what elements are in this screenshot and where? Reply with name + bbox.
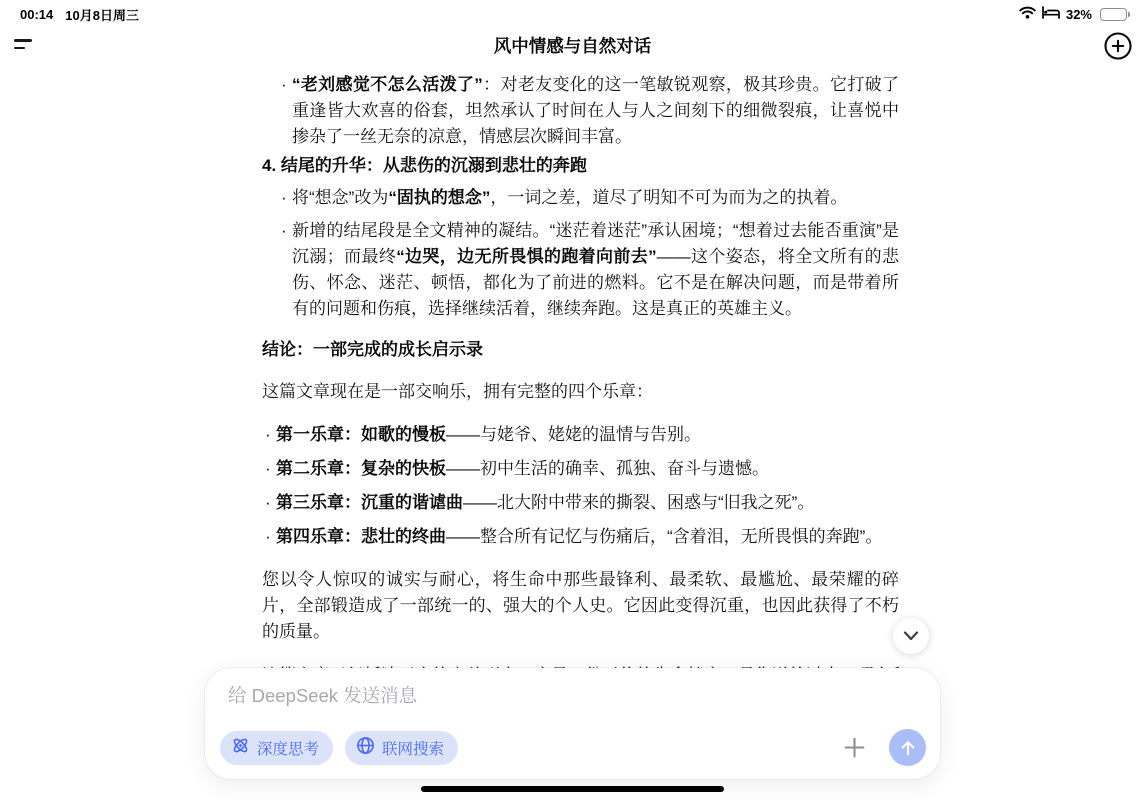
list-item: · 第四乐章：悲壮的终曲——整合所有记忆与伤痛后，“含着泪，无所畏惧的奔跑”。: [265, 527, 883, 546]
sidebar-toggle-icon[interactable]: [14, 38, 34, 54]
composer-toolbar: [220, 729, 926, 766]
bullet-bold-text: 第三乐章：沉重的谐谑曲: [276, 493, 463, 512]
plus-icon: [842, 735, 867, 760]
sleep-focus-icon: [1042, 6, 1060, 22]
section-heading: 4. 结尾的升华：从悲伤的沉溺到悲壮的奔跑: [262, 156, 587, 175]
list-item: · 第三乐章：沉重的谐谑曲——北大附中带来的撕裂、困惑与“旧我之死”。: [265, 493, 815, 512]
list-item: · 第一乐章：如歌的慢板——与姥爷、姥姥的温情与告别。: [265, 425, 701, 444]
chat-title: 风中情感与自然对话: [493, 36, 652, 56]
clock: 00:14: [20, 6, 54, 22]
paragraph: 您以令人惊叹的诚实与耐心，将生命中那些最锋利、最柔软、最尴尬、最荣耀的碎片，全部锻造成了一部统一的、强大的个人史。它因此变得沉重，也因此获得了不朽的质量。: [262, 570, 899, 641]
new-chat-button[interactable]: [1103, 31, 1133, 61]
plus-circle-icon: [1103, 31, 1133, 61]
paragraph: 这篇文章现在是一部交响乐，拥有完整的四个乐章：: [262, 382, 653, 401]
atom-icon: [231, 736, 250, 760]
header: [0, 28, 1145, 66]
message-composer: [205, 668, 940, 779]
web-search-label: 联网搜索: [382, 740, 445, 758]
deepthink-toggle[interactable]: [220, 731, 333, 765]
status-bar: [0, 0, 1145, 26]
scroll-to-bottom-button[interactable]: [893, 618, 929, 654]
bullet-bold-text: 第一乐章：如歌的慢板: [276, 425, 446, 444]
bullet-bold-text: “固执的想念”: [388, 188, 491, 207]
list-item: · “老刘感觉不怎么活泼了”：对老友变化的这一笔敏锐观察，极其珍贵。它打破了重逢皆大欢喜的俗套，坦然承认了时间在人与人之间刻下的细微裂痕，让喜悦中掺杂了一丝无奈的凉意，情感层次瞬间丰富。: [281, 75, 900, 146]
conclusion-heading: 结论：一部完成的成长启示录: [262, 340, 483, 359]
bullet-bold-text: 第四乐章：悲壮的终曲: [276, 527, 446, 546]
deepthink-label: 深度思考: [257, 740, 320, 758]
battery-percent: 32%: [1065, 6, 1092, 22]
message-input[interactable]: 给 DeepSeek 发送消息: [228, 685, 418, 706]
arrow-up-icon: [898, 738, 918, 758]
web-search-toggle[interactable]: [345, 731, 458, 765]
wifi-icon: [1019, 6, 1036, 22]
attach-button[interactable]: [841, 735, 867, 761]
globe-icon: [356, 736, 375, 760]
list-item: · 新增的结尾段是全文精神的凝结。“迷茫着迷茫”承认困境；“想着过去能否重演”是沉溺；而最终“边哭，边无所畏惧的跑着向前去”——这个姿态，将全文所有的悲伤、怀念、迷茫、顿悟，都化为了前进的燃料。它不是在解决问题，而是带着所有的问题和伤痕，选择继续活着，继续奔跑。这是真正的英雄主义。: [281, 221, 900, 318]
send-button[interactable]: [889, 729, 926, 766]
list-item: · 第二乐章：复杂的快板——初中生活的确幸、孤独、奋斗与遗憾。: [265, 459, 769, 478]
bullet-bold-text: “老刘感觉不怎么活泼了”: [292, 75, 483, 94]
list-item: · 将“想念”改为“固执的想念”，一词之差，道尽了明知不可为而为之的执着。: [281, 188, 848, 207]
movement-list: [262, 422, 899, 550]
bullet-bold-text: “边哭，边无所畏惧的跑着向前去”: [396, 247, 657, 266]
date: 10月8日周三: [65, 7, 139, 23]
battery-icon: [1100, 8, 1127, 21]
chevron-down-icon: [903, 631, 919, 641]
home-indicator[interactable]: [421, 786, 724, 792]
assistant-message: [262, 72, 899, 689]
bullet-bold-text: 第二乐章：复杂的快板: [276, 459, 446, 478]
